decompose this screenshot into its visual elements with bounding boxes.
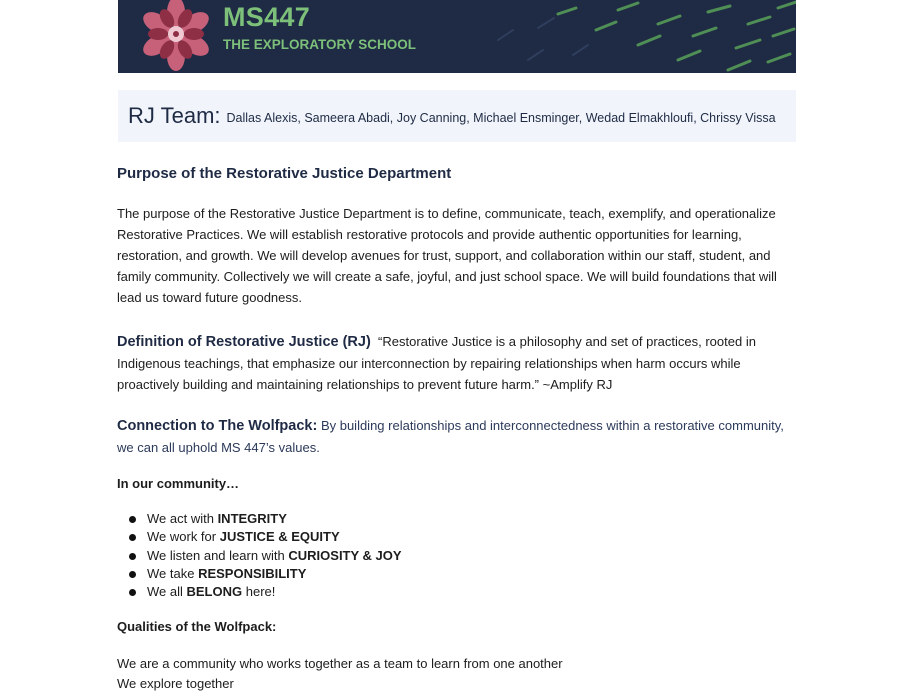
connection-paragraph bbox=[117, 415, 797, 458]
purpose-heading: Purpose of the Restorative Justice Department bbox=[117, 165, 452, 182]
list-item: We take RESPONSIBILITY bbox=[128, 565, 402, 583]
connection-heading: Connection to The Wolfpack: bbox=[117, 418, 318, 434]
purpose-body: The purpose of the Restorative Justice Department is to define, communicate, teach, exemplify, and operationalize Restorative Practices. We will establish restorative protocols and provide authentic opportunities for learning, restoration, and growth. We will develop avenues for trust, support, and collaboration within our staff, student, and family community. Collectively we will create a safe, joyful, and just school space. We will build foundations that will lead us toward future goodness. bbox=[117, 206, 777, 305]
community-values-list bbox=[128, 510, 402, 601]
definition-heading: Definition of Restorative Justice (RJ) bbox=[117, 334, 371, 350]
rj-team-box bbox=[118, 90, 796, 142]
community-heading: In our community… bbox=[117, 476, 240, 491]
qualities-heading: Qualities of the Wolfpack: bbox=[117, 619, 277, 634]
qualities-line: We are a community who works together as a team to learn from one another bbox=[117, 656, 563, 671]
list-item: We work for JUSTICE & EQUITY bbox=[128, 528, 402, 546]
definition-body: “Restorative Justice is a philosophy and set of practices, rooted in Indigenous teachings, that emphasize our interconnection by repairing relationships when harm occurs while proactively building and maintaining relationships to prevent future harm.” ~Amplify RJ bbox=[117, 334, 756, 392]
list-item: We act with INTEGRITY bbox=[128, 510, 402, 528]
rj-team-label: RJ Team: bbox=[128, 103, 221, 128]
qualities-line: We explore together bbox=[117, 676, 234, 691]
decorative-stripes bbox=[118, 0, 796, 73]
school-logo-icon bbox=[136, 0, 216, 73]
list-item: We all BELONG here! bbox=[128, 583, 402, 601]
list-item: We listen and learn with CURIOSITY & JOY bbox=[128, 547, 402, 565]
school-subtitle: THE EXPLORATORY SCHOOL bbox=[223, 37, 417, 52]
definition-paragraph bbox=[117, 331, 797, 395]
school-name: MS447 bbox=[223, 2, 311, 32]
connection-body: By building relationships and interconnectedness within a restorative community, we can all uphold MS 447’s values. bbox=[117, 418, 784, 455]
header-banner bbox=[118, 0, 796, 73]
rj-team-members: Dallas Alexis, Sameera Abadi, Joy Canning, Michael Ensminger, Wedad Elmakhloufi, Chrissy Vissa bbox=[226, 111, 776, 125]
